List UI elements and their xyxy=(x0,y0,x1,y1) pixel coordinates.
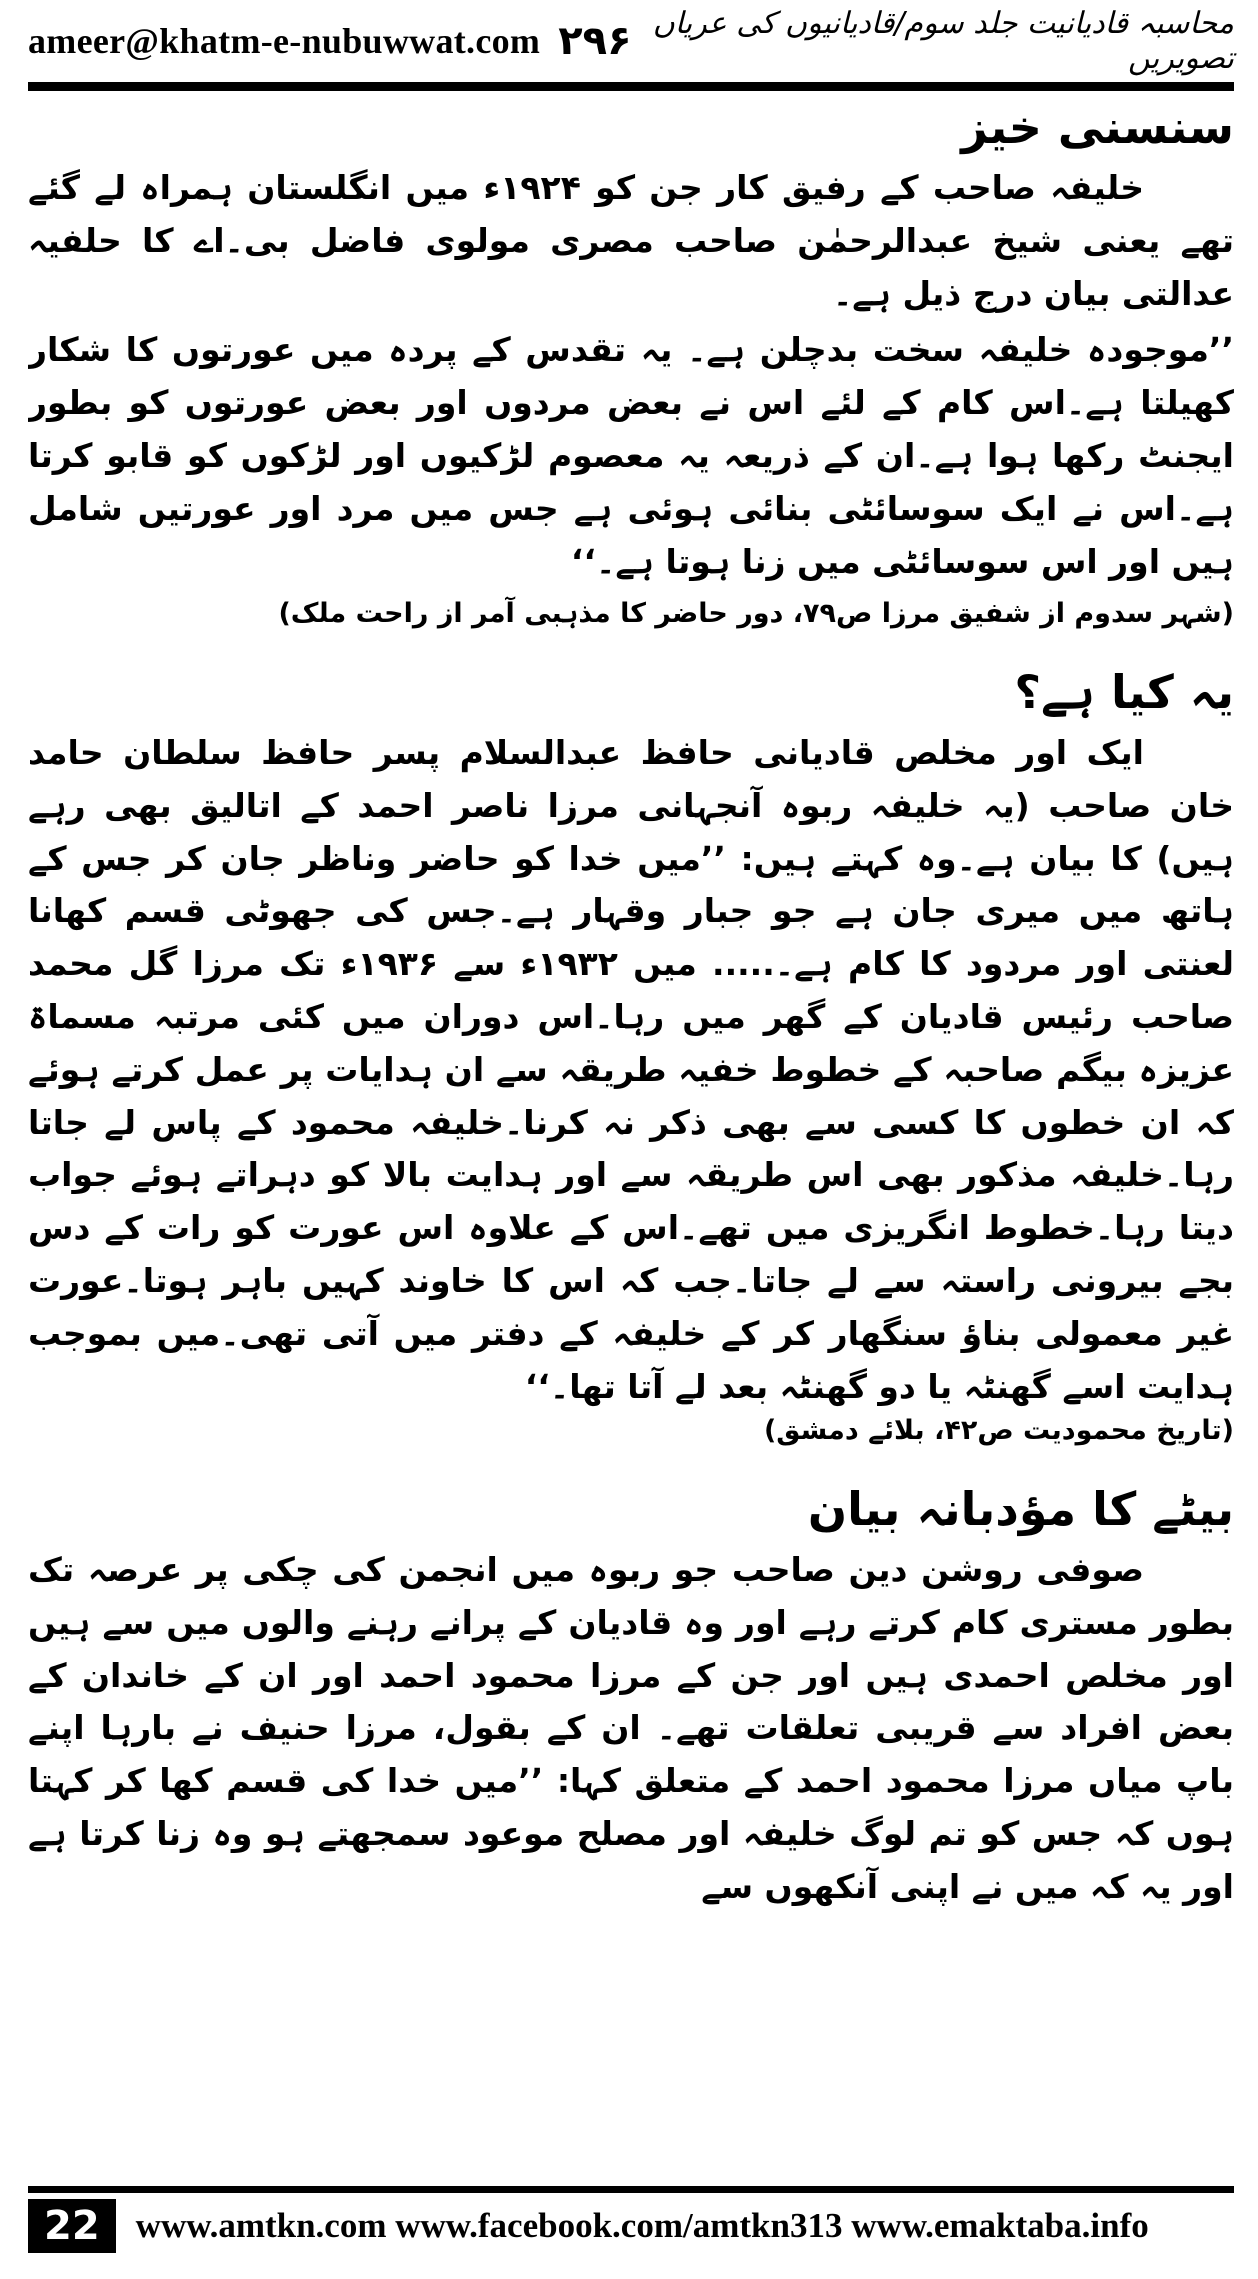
section-what-is-this xyxy=(28,661,1234,1452)
section-son-statement xyxy=(28,1478,1234,1914)
paragraph: ایک اور مخلص قادیانی حافظ عبدالسلام پسر حافظ سلطان حامد خان صاحب (یہ خلیفہ ربوہ آنجہانی مرزا ناصر احمد کے اتالیق بھی رہے ہیں) کا بیان ہے۔وہ کہتے ہیں: ’’میں خدا کو حاضر وناظر جان کر جس کے ہاتھ میں میری جان ہے جو جبار وقہار ہے۔جس کی جھوٹی قسم کھانا لعنتی اور مردود کا کام ہے۔..... میں ۱۹۳۲ء سے ۱۹۳۶ء تک مرزا گل محمد صاحب رئیس قادیان کے گھر میں رہا۔اس دوران میں کئی مرتبہ مسماۃ عزیزہ بیگم صاحبہ کے خطوط خفیہ طریقہ سے ان ہدایات پر عمل کرتے ہوئے کہ ان خطوں کا کسی سے بھی ذکر نہ کرنا۔خلیفہ محمود کے پاس لے جاتا رہا۔خلیفہ مذکور بھی اس طریقہ سے اور ہدایت بالا کو دہراتے ہوئے جواب دیتا رہا۔خطوط انگریزی میں تھے۔اس کے علاوہ اس عورت کو رات کے دس بجے بیرونی راستہ سے لے جاتا۔جب کہ اس کا خاوند کہیں باہر ہوتا۔عورت غیر معمولی بناؤ سنگھار کر کے خلیفہ کے دفتر میں آتی تھی۔میں بموجب ہدایت اسے گھنٹہ یا دو گھنٹہ بعد لے آتا تھا۔‘‘ xyxy=(28,733,1234,1406)
paragraph: صوفی روشن دین صاحب جو ربوہ میں انجمن کی چکی پر عرصہ تک بطور مستری کام کرتے رہے اور وہ قادیان کے پرانے رہنے والوں میں سے ہیں اور مخلص احمدی ہیں اور جن کے مرزا محمود احمد اور ان کے خاندان کے بعض افراد سے قریبی تعلقات تھے۔ ان کے بقول، مرزا حنیف نے بارہا اپنے باپ میاں مرزا محمود احمد کے متعلق کہا: ’’میں خدا کی قسم کھا کر کہتا ہوں کہ جس کو تم لوگ خلیفہ اور مصلح موعود سمجھتے ہو وہ زنا کرتا ہے اور یہ کہ میں نے اپنی آنکھوں سے xyxy=(28,1550,1234,1906)
header-page-number: ۲۹۶ xyxy=(558,18,632,64)
paragraph: خلیفہ صاحب کے رفیق کار جن کو ۱۹۲۴ء میں انگلستان ہمراہ لے گئے تھے یعنی شیخ عبدالرحمٰن صاحب مصری مولوی فاضل بی۔اے کا حلفیہ عدالتی بیان درج ذیل ہے۔ xyxy=(28,168,1234,313)
section-sensational xyxy=(28,96,1234,635)
footer-links: www.amtkn.com www.facebook.com/amtkn313 www.emaktaba.info xyxy=(135,2206,1149,2245)
footer-page-number: 22 xyxy=(28,2199,116,2253)
quote-paragraph: ’’موجودہ خلیفہ سخت بدچلن ہے۔ یہ تقدس کے پردہ میں عورتوں کا شکار کھیلتا ہے۔اس کام کے لئے اس نے بعض مردوں اور بعض عورتوں کو بطور ایجنٹ رکھا ہوا ہے۔ان کے ذریعہ یہ معصوم لڑکیوں اور لڑکوں کو قابو کرتا ہے۔اس نے ایک سوسائٹی بنائی ہوئی ہے جس میں مرد اور عورتیں شامل ہیں اور اس سوسائٹی میں زنا ہوتا ہے۔‘‘ xyxy=(28,330,1234,581)
reference-citation: (شہر سدوم از شفیق مرزا ص۷۹، دور حاضر کا مذہبی آمر از راحت ملک) xyxy=(278,598,1234,630)
reference-citation: (تاریخ محمودیت ص۴۲، بلائے دمشق) xyxy=(763,1415,1234,1447)
page-footer xyxy=(28,2186,1234,2259)
section-heading: یہ کیا ہے؟ xyxy=(1014,664,1234,719)
page-body xyxy=(28,96,1234,2183)
header-email: ameer@khatm-e-nubuwwat.com xyxy=(28,21,541,61)
section-heading: سنسنی خیز xyxy=(961,100,1234,154)
header-book-title: محاسبہ قادیانیت جلد سوم/قادیانیوں کی عریاں تصویریں xyxy=(652,6,1234,76)
section-heading: بیٹے کا مؤدبانہ بیان xyxy=(807,1481,1234,1536)
page-header xyxy=(28,0,1234,91)
